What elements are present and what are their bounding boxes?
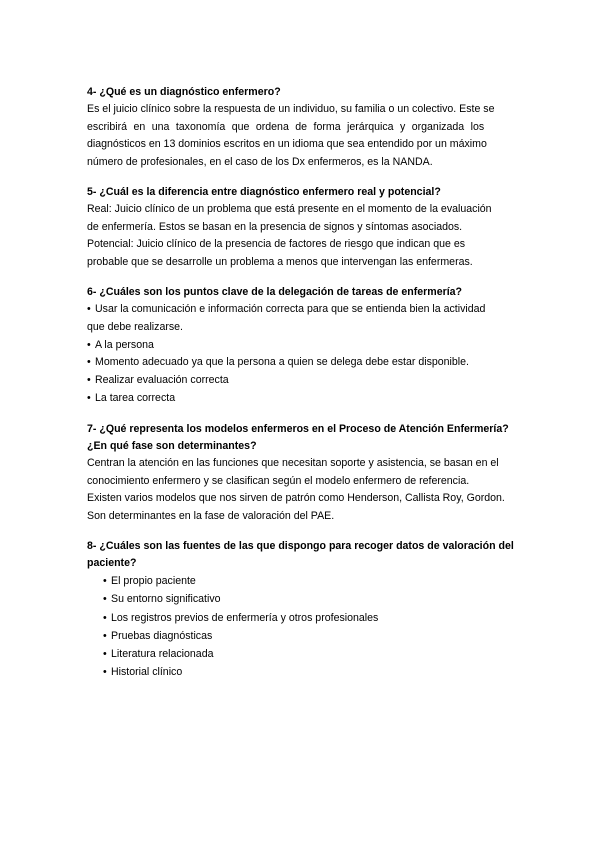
answer-line: Existen varios modelos que nos sirven de patrón como Henderson, Callista Roy, Gordon. bbox=[87, 492, 505, 504]
question-8-title: 8- ¿Cuáles son las fuentes de las que dispongo para recoger datos de valoración del bbox=[87, 540, 514, 552]
answer-line: Es el juicio clínico sobre la respuesta de un individuo, su familia o un colectivo. Este se bbox=[87, 103, 495, 115]
delegation-key-points-list bbox=[87, 301, 517, 408]
bullet-icon: • bbox=[103, 575, 107, 587]
bullet-icon: • bbox=[87, 356, 91, 369]
question-7-title-cont: ¿En qué fase son determinantes? bbox=[87, 440, 257, 452]
bullet-icon: • bbox=[87, 391, 91, 404]
question-7-title: 7- ¿Qué representa los modelos enfermeros en el Proceso de Atención Enfermería? bbox=[87, 423, 509, 435]
assessment-sources-list bbox=[87, 572, 517, 682]
question-5-title: 5- ¿Cuál es la diferencia entre diagnóstico enfermero real y potencial? bbox=[87, 186, 441, 198]
list-item: • Los registros previos de enfermería y otros profesionales bbox=[103, 609, 517, 627]
question-4-title: 4- ¿Qué es un diagnóstico enfermero? bbox=[87, 86, 281, 98]
question-5-section bbox=[87, 184, 517, 271]
answer-line: de enfermería. Estos se basan en la presencia de signos y síntomas asociados. bbox=[87, 220, 463, 233]
list-item: • Historial clínico bbox=[103, 663, 517, 681]
answer-line: Centran la atención en las funciones que necesitan soporte y asistencia, se basan en el bbox=[87, 457, 499, 469]
answer-line: Real: Juicio clínico de un problema que está presente en el momento de la evaluación bbox=[87, 203, 492, 215]
list-item: • A la persona bbox=[87, 337, 517, 355]
answer-line: conocimiento enfermero y se clasifican según el modelo enfermero de referencia. bbox=[87, 474, 470, 487]
list-item: • Momento adecuado ya que la persona a quien se delega debe estar disponible. bbox=[87, 354, 517, 372]
list-item: • Usar la comunicación e información correcta para que se entienda bien la actividad bbox=[87, 301, 517, 319]
list-item-continuation: que debe realizarse. bbox=[87, 320, 183, 333]
bullet-icon: • bbox=[103, 593, 107, 606]
bullet-icon: • bbox=[87, 374, 91, 387]
list-item: • Realizar evaluación correcta bbox=[87, 372, 517, 390]
answer-line: escribirá en una taxonomía que ordena de forma jerárquica y organizada los bbox=[87, 120, 485, 133]
bullet-icon: • bbox=[103, 666, 107, 679]
question-8-section bbox=[87, 538, 517, 682]
answer-line: Potencial: Juicio clínico de la presencia de factores de riesgo que indican que es bbox=[87, 238, 466, 250]
list-item: • La tarea correcta bbox=[87, 390, 517, 408]
list-item: • Su entorno significativo bbox=[103, 590, 517, 608]
answer-line: probable que se desarrolle un problema a menos que intervengan las enfermeras. bbox=[87, 255, 473, 268]
bullet-icon: • bbox=[87, 338, 91, 351]
question-4-section bbox=[87, 84, 517, 171]
question-6-title: 6- ¿Cuáles son los puntos clave de la delegación de tareas de enfermería? bbox=[87, 286, 463, 298]
answer-line: diagnósticos en 13 dominios escritos en un idioma que sea entendido por un máximo bbox=[87, 138, 487, 150]
answer-line: Son determinantes en la fase de valoración del PAE. bbox=[87, 509, 335, 522]
list-item: • Pruebas diagnósticas bbox=[103, 627, 517, 645]
answer-line: número de profesionales, en el caso de los Dx enfermeros, es la NANDA. bbox=[87, 155, 433, 168]
question-7-section bbox=[87, 421, 517, 525]
bullet-icon: • bbox=[103, 648, 107, 661]
question-6-section bbox=[87, 284, 517, 408]
bullet-icon: • bbox=[87, 303, 91, 315]
bullet-icon: • bbox=[103, 629, 107, 642]
bullet-icon: • bbox=[103, 611, 107, 624]
question-8-title-cont: paciente? bbox=[87, 557, 137, 569]
list-item: • Literatura relacionada bbox=[103, 645, 517, 663]
list-item: • El propio paciente bbox=[103, 572, 517, 590]
